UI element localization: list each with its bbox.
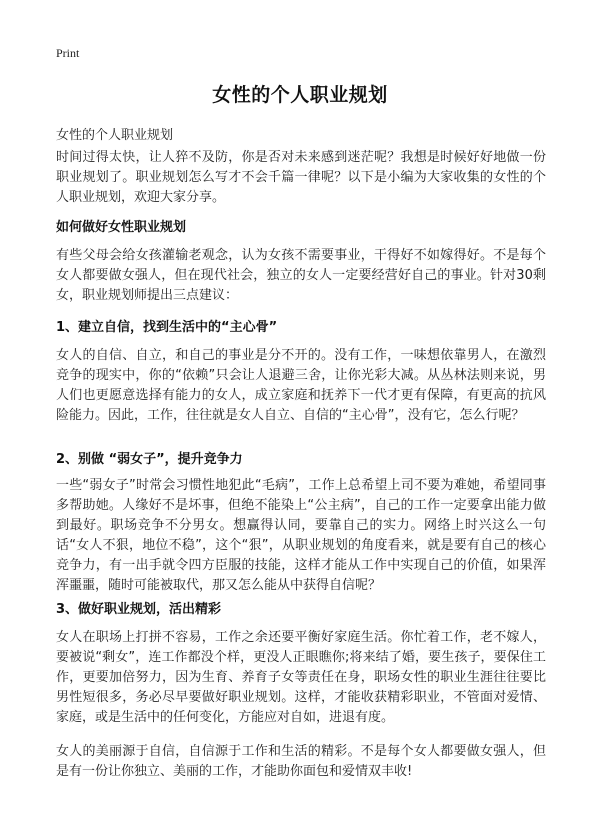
section-2-paragraph: 一些“弱女子”时常会习惯性地犯此“毛病”，工作上总希望上司不要为难她，希望同事多帮助她。人缘好不是坏事，但绝不能染上“公主病”，自己的工作一定要拿出能力做到最好。职场竞争不分男女。想赢得认同，要靠自己的实力。网络上时兴这么一句话“女人不狠，地位不稳”，这个“狠”，从职业规划的角度看来，就是要有自己的核心竞争力，有一出手就令四方臣服的技能，这样才能从工作中实现自己的价值，如果浑浑噩噩，随时可能被取代，那又怎么能从中获得自信呢？ (56, 478, 546, 593)
page-title: 女性的个人职业规划 (212, 84, 388, 106)
section-heading-1: 1、建立自信，找到生活中的“主心骨” (56, 320, 278, 335)
intro-paragraph: 时间过得太快，让人猝不及防，你是否对未来感到迷茫呢？我想是时候好好地做一份职业规划了。职业规划怎么写才不会千篇一律呢？以下是小编为大家收集的女性的个人职业规划，欢迎大家分享。 (56, 150, 546, 205)
document-subtitle: 女性的个人职业规划 (56, 128, 174, 143)
section-heading-main: 如何做好女性职业规划 (56, 220, 187, 235)
section-3-paragraph: 女人在职场上打拼不容易，工作之余还要平衡好家庭生活。你忙着工作，老不嫁人，要被说“剩女”，连工作都没个样，更没人正眼瞧你;将来结了婚，要生孩子，要保住工作，更要加倍努力，因为生育、养育子女等责任在身，职场女性的职业生涯往往要比男性短很多，务必尽早要做好职业规划。这样，才能收获精彩职业，不管面对爱情、家庭，或是生活中的任何变化，方能应对自如，进退有度。 (56, 630, 546, 725)
section-main-paragraph: 有些父母会给女孩灌输老观念，认为女孩不需要事业，干得好不如嫁得好。不是每个女人都要做女强人，但在现代社会，独立的女人一定要经营好自己的事业。针对30剩女，职业规划师提出三点建议： (56, 248, 546, 303)
print-link[interactable]: Print (56, 46, 80, 60)
section-heading-3: 3、做好职业规划，活出精彩 (56, 602, 222, 617)
section-heading-2: 2、别做 “弱女子”，提升竞争力 (56, 452, 243, 467)
section-1-paragraph: 女人的自信、自立，和自己的事业是分不开的。没有工作，一味想依靠男人，在激烈竞争的现实中，你的“依赖”只会让人退避三舍，让你光彩大减。从丛林法则来说，男人们也更愿意选择有能力的女人，成立家庭和抚养下一代才更有保障，有更高的抗风险能力。因此，工作，往往就是女人自立、自信的“主心骨”，没有它，怎么行呢？ (56, 348, 546, 423)
closing-paragraph: 女人的美丽源于自信，自信源于工作和生活的精彩。不是每个女人都要做女强人，但是有一份让你独立、美丽的工作，才能助你面包和爱情双丰收! (56, 744, 546, 779)
